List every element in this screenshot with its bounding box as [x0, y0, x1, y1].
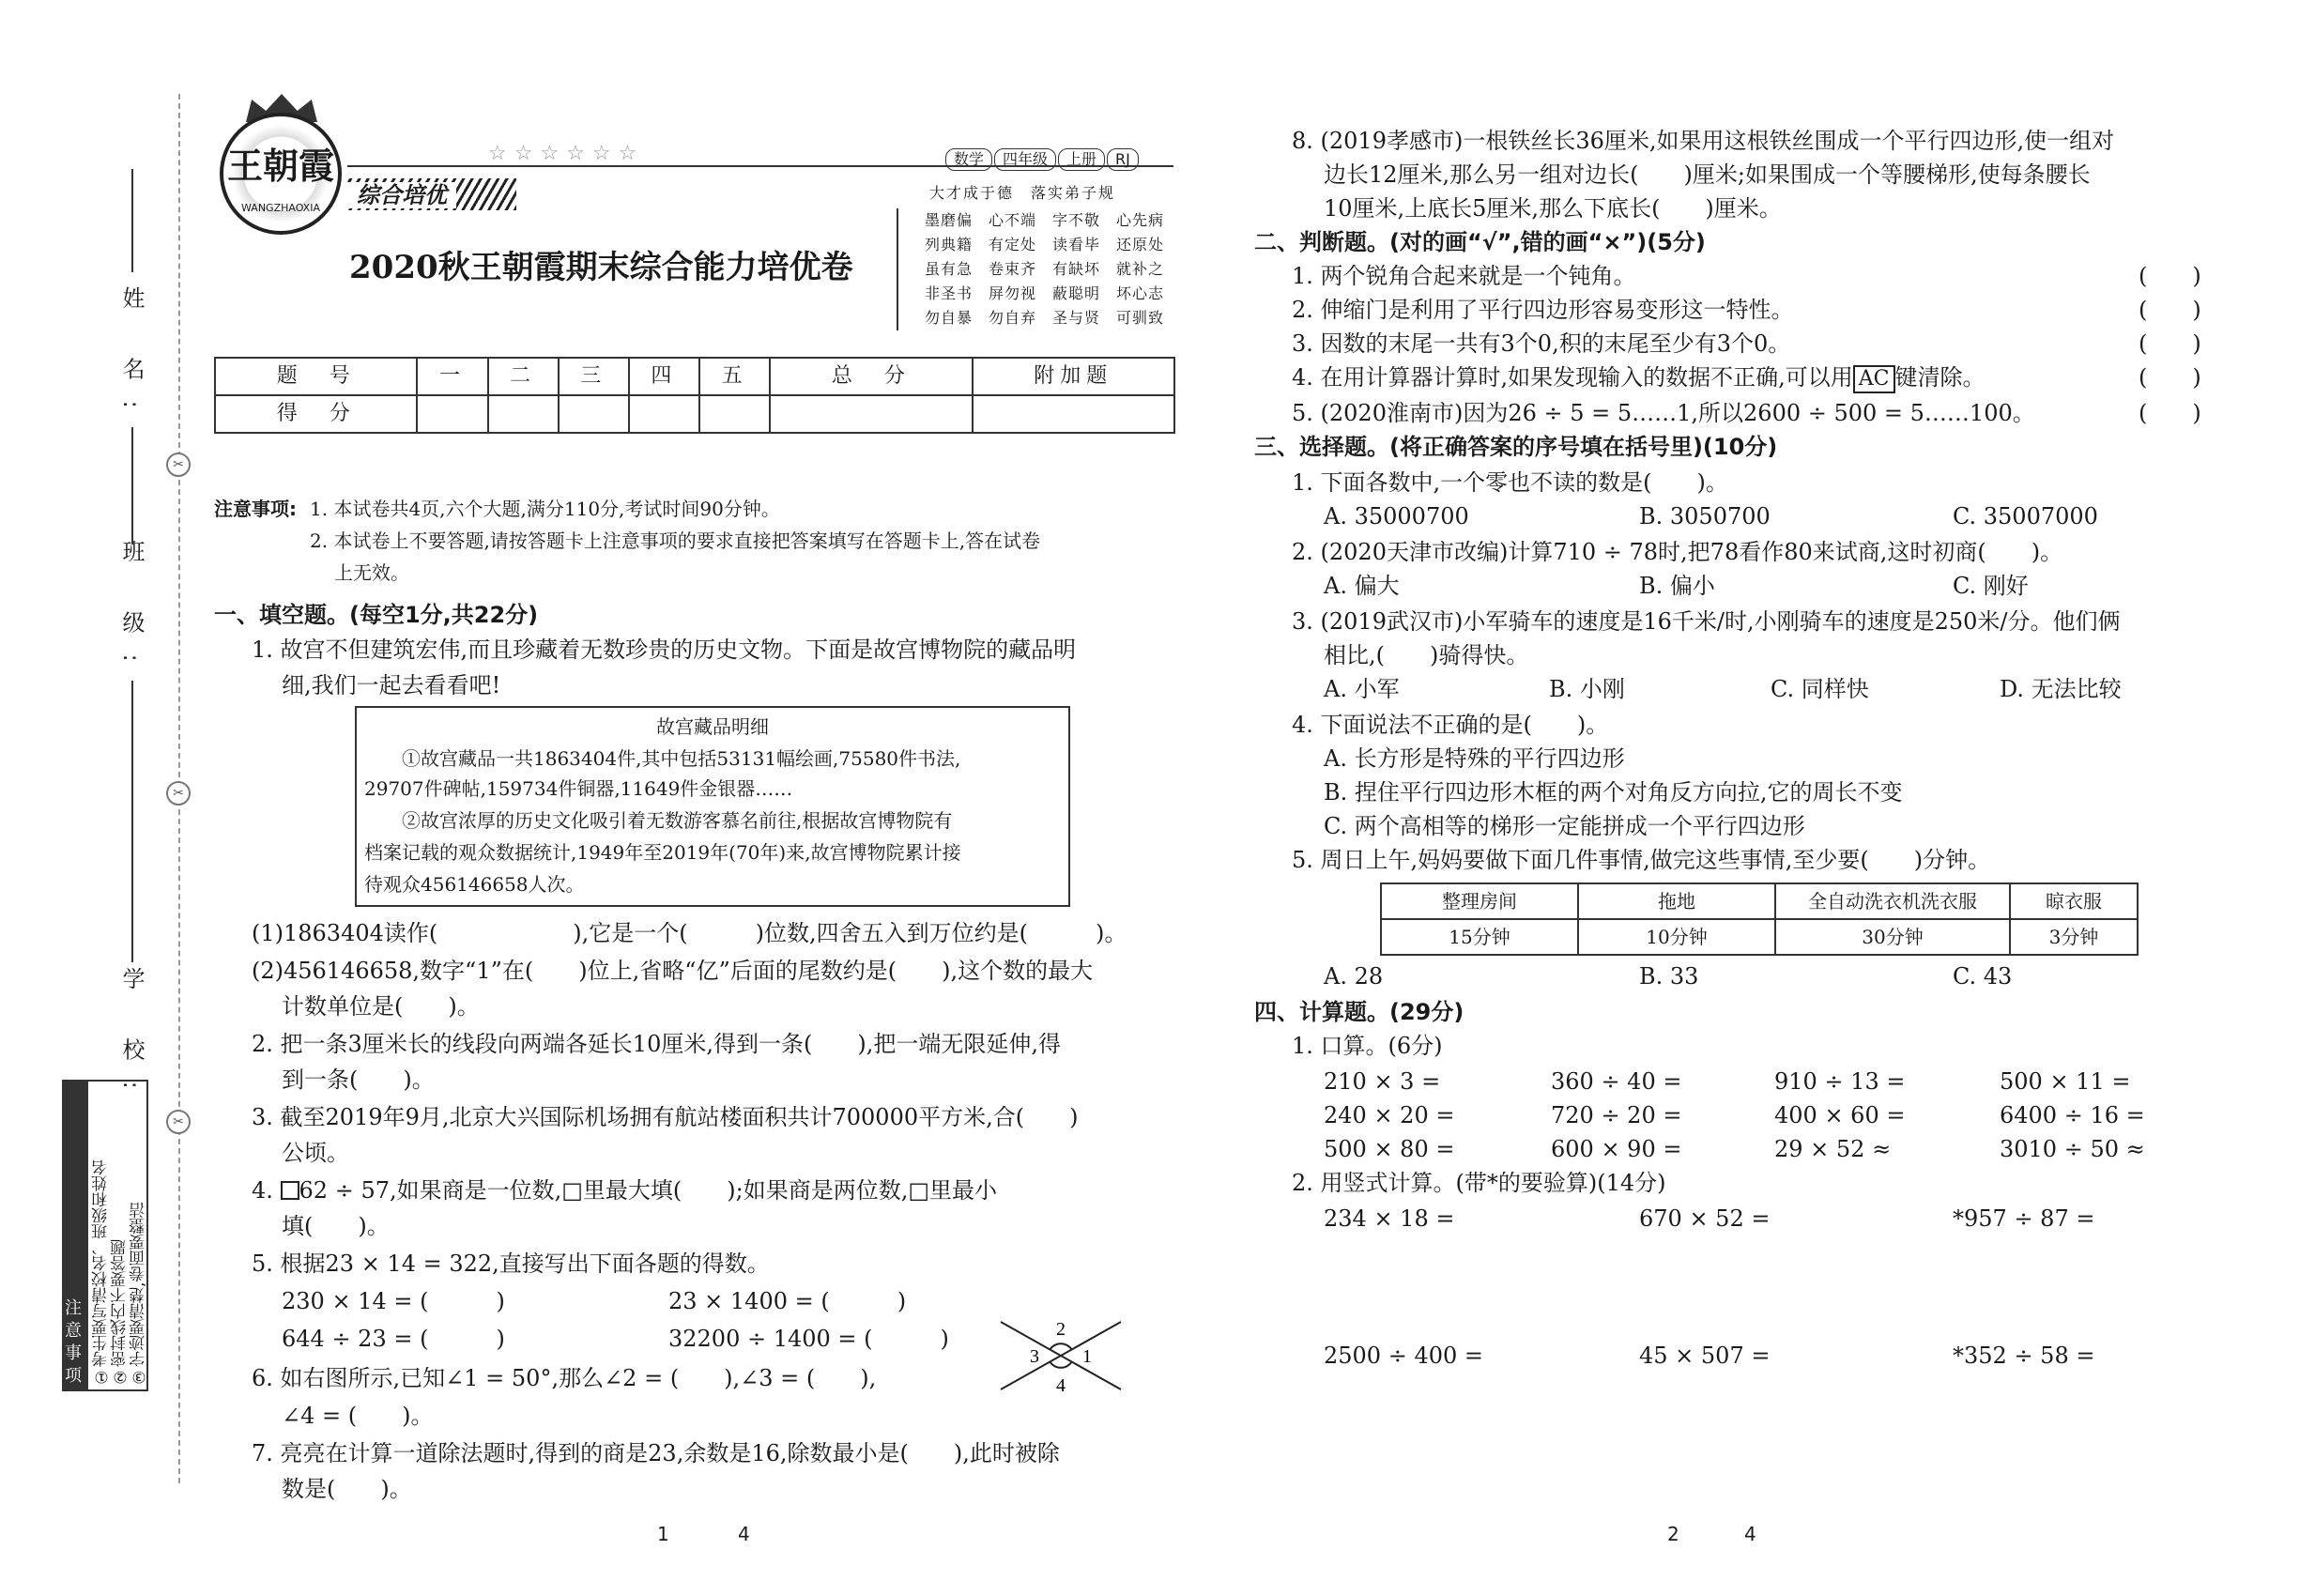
- score-table: 题 号 一 二 三 四 五 总 分 附加题 得 分: [214, 357, 1175, 434]
- question-text: 1. 口算。(6分): [1292, 1033, 1443, 1059]
- judge-item: 2. 伸缩门是利用了平行四边形容易变形这一特性。: [1292, 297, 1794, 323]
- option: A. 长方形是特殊的平行四边形: [1324, 745, 1625, 772]
- oral-item: 600 × 90 =: [1551, 1136, 1682, 1162]
- judge-item: 4. 在用计算器计算时,如果发现输入的数据不正确,可以用 AC 键清除。: [1292, 361, 1986, 394]
- angle-label: 4: [1056, 1375, 1066, 1396]
- answer-item: 230 × 14 = ( ): [282, 1288, 505, 1314]
- answer-paren[interactable]: ( ): [2139, 263, 2201, 289]
- page-number: 1: [657, 1523, 669, 1545]
- banner: 综合培优: [347, 178, 516, 210]
- side-notice: [62, 1080, 148, 1391]
- score-cell[interactable]: [629, 395, 699, 433]
- notes-item: 上无效。: [334, 561, 409, 584]
- oral-item: 29 × 52 ≈: [1774, 1136, 1892, 1162]
- option: A. 偏大: [1324, 573, 1400, 599]
- notes-item: 1. 本试卷共4页,六个大题,满分110分,考试时间90分钟。: [310, 498, 780, 520]
- brand-logo: 王朝霞 WANGZHAOXIA: [220, 113, 342, 235]
- class-blank[interactable]: [131, 427, 133, 545]
- vertical-item: 234 × 18 =: [1324, 1205, 1455, 1232]
- answer-item: 644 ÷ 23 = ( ): [282, 1326, 505, 1352]
- question-text: ∠4 = ( )。: [282, 1403, 434, 1429]
- option: B. 33: [1639, 963, 1699, 990]
- angle-arc: [1050, 1343, 1072, 1350]
- question-text: 数是( )。: [282, 1476, 412, 1502]
- scissor-icon: ✂: [166, 781, 191, 806]
- collection-box-line: ①故宫藏品一共1863404件,其中包括53131幅绘画,75580件书法,: [402, 747, 961, 770]
- angle-figure: [995, 1312, 1127, 1401]
- question-text: 2. 把一条3厘米长的线段向两端各延长10厘米,得到一条( ),把一端无限延伸,得: [252, 1031, 1061, 1057]
- oral-item: 500 × 80 =: [1324, 1136, 1455, 1162]
- oral-item: 720 ÷ 20 =: [1551, 1102, 1682, 1128]
- chores-table: 整理房间 拖地 全自动洗衣机洗衣服 晾衣服 15分钟 10分钟 30分钟 3分钟: [1380, 882, 2139, 956]
- option: D. 无法比较: [2000, 676, 2122, 702]
- question-text: 5. 周日上午,妈妈要做下面几件事情,做完这些事情,至少要( )分钟。: [1292, 847, 1991, 873]
- option: B. 小刚: [1549, 676, 1625, 702]
- option: B. 3050700: [1639, 503, 1771, 529]
- question-text: 3. 截至2019年9月,北京大兴国际机场拥有航站楼面积共计700000平方米,合( ): [252, 1104, 1079, 1130]
- option: C. 刚好: [1953, 573, 2029, 599]
- page-total: 4: [738, 1523, 750, 1545]
- judge-item: 3. 因数的末尾一共有3个0,积的末尾至少有3个0。: [1292, 330, 1791, 357]
- answer-item: 32200 ÷ 1400 = ( ): [668, 1326, 949, 1352]
- score-cell[interactable]: [973, 395, 1174, 433]
- section-heading: 三、选择题。(将正确答案的序号填在括号里)(10分): [1254, 434, 1778, 460]
- collection-box-line: ②故宫浓厚的历史文化吸引着无数游客慕名前往,根据故宫博物院有: [402, 809, 953, 832]
- blank-square-icon: [281, 1181, 299, 1200]
- collection-box-line: 29707件碑帖,159734件铜器,11649件金银器……: [364, 777, 793, 800]
- collection-box-title: 故宫藏品明细: [656, 715, 769, 738]
- question-text: 5. 根据23 × 14 = 322,直接写出下面各题的得数。: [252, 1251, 770, 1277]
- answer-paren[interactable]: ( ): [2139, 297, 2201, 323]
- page-title: 2020秋王朝霞期末综合能力培优卷: [349, 249, 853, 286]
- side-notice-lines: ①考生要写清校名、班级和姓名 ②密封线内不要答题 ③字迹要清楚,卷面要整洁: [92, 1159, 148, 1386]
- option: A. 28: [1324, 963, 1384, 990]
- oral-item: 240 × 20 =: [1324, 1102, 1455, 1128]
- option: C. 35007000: [1953, 503, 2098, 529]
- question-text: 6. 如右图所示,已知∠1 = 50°,那么∠2 = ( ),∠3 = ( ),: [252, 1365, 877, 1391]
- collection-box-line: 档案记载的观众数据统计,1949年至2019年(70年)来,故宫博物院累计接: [364, 841, 961, 864]
- page-total: 4: [1744, 1523, 1756, 1545]
- question-text: (2)456146658,数字“1”在( )位上,省略“亿”后面的尾数约是( ),这个数的最大: [252, 958, 1094, 984]
- score-cell[interactable]: [770, 395, 972, 433]
- score-cell[interactable]: [488, 395, 559, 433]
- name-label: 姓 名:: [118, 286, 145, 429]
- oral-item: 6400 ÷ 16 =: [2000, 1102, 2145, 1128]
- angle-label: 2: [1056, 1319, 1066, 1340]
- answer-item: 23 × 1400 = ( ): [668, 1288, 907, 1314]
- question-text: 细,我们一起去看看吧!: [282, 672, 501, 698]
- score-cell[interactable]: [699, 395, 770, 433]
- stars-rating: ☆☆☆☆☆☆: [488, 142, 645, 165]
- score-cell[interactable]: [559, 395, 629, 433]
- question-text: 填( )。: [282, 1213, 390, 1239]
- motto: 大才成于德 落实弟子规: [929, 184, 1116, 202]
- answer-paren[interactable]: ( ): [2139, 400, 2201, 426]
- question-text: 计数单位是( )。: [282, 993, 480, 1020]
- notes-item: 2. 本试卷上不要答题,请按答题卡上注意事项的要求直接把答案填写在答题卡上,答在试卷: [310, 529, 1041, 552]
- question-text: 2. 用竖式计算。(带*的要验算)(14分): [1292, 1170, 1666, 1196]
- scissor-icon: ✂: [166, 1110, 191, 1134]
- oral-item: 3010 ÷ 50 ≈: [2000, 1136, 2145, 1162]
- vertical-item: 45 × 507 =: [1639, 1343, 1771, 1369]
- question-text: 4. 62 ÷ 57,如果商是一位数,□里最大填( );如果商是两位数,□里最小: [252, 1177, 998, 1204]
- option: C. 同样快: [1771, 676, 1869, 702]
- page-number: 2: [1667, 1523, 1679, 1545]
- ac-key-icon: AC: [1853, 365, 1895, 393]
- question-text: 4. 下面说法不正确的是( )。: [1292, 712, 1609, 738]
- school-blank[interactable]: [131, 681, 133, 962]
- oral-item: 400 × 60 =: [1774, 1102, 1906, 1128]
- binding-strip: [0, 0, 188, 1596]
- vertical-item: 670 × 52 =: [1639, 1205, 1771, 1232]
- subject-tags: 数学 四年级 上册 RJ: [943, 143, 1139, 176]
- option: B. 偏小: [1639, 573, 1715, 599]
- option: C. 两个高相等的梯形一定能拼成一个平行四边形: [1324, 813, 1805, 839]
- vertical-item: *957 ÷ 87 =: [1953, 1205, 2095, 1232]
- judge-item: 5. (2020淮南市)因为26 ÷ 5 = 5……1,所以2600 ÷ 500 = 5……100。: [1292, 400, 2035, 426]
- question-text: 相比,( )骑得快。: [1324, 642, 1529, 668]
- vertical-item: 2500 ÷ 400 =: [1324, 1343, 1483, 1369]
- question-text: 10厘米,上底长5厘米,那么下底长( )厘米。: [1324, 195, 1782, 222]
- section-heading: 四、计算题。(29分): [1254, 999, 1464, 1025]
- question-text: 公顷。: [282, 1140, 349, 1166]
- question-text: 边长12厘米,那么另一组对边长( )厘米;如果围成一个等腰梯形,使每条腰长: [1324, 161, 2091, 188]
- vertical-item: *352 ÷ 58 =: [1953, 1343, 2095, 1369]
- answer-paren[interactable]: ( ): [2139, 364, 2201, 391]
- question-text: 1. 故宫不但建筑宏伟,而且珍藏着无数珍贵的历史文物。下面是故宫博物院的藏品明: [252, 637, 1077, 663]
- oral-item: 360 ÷ 40 =: [1551, 1068, 1682, 1095]
- option: A. 小军: [1324, 676, 1400, 702]
- name-blank[interactable]: [131, 169, 133, 272]
- oral-item: 500 × 11 =: [2000, 1068, 2131, 1095]
- scissor-icon: ✂: [166, 453, 191, 477]
- section-heading: 一、填空题。(每空1分,共22分): [214, 602, 539, 628]
- section-heading: 二、判断题。(对的画“√”,错的画“×”)(5分): [1254, 229, 1706, 255]
- oral-item: 210 × 3 =: [1324, 1068, 1441, 1095]
- question-text: 7. 亮亮在计算一道除法题时,得到的商是23,余数是16,除数最小是( ),此时被除: [252, 1440, 1060, 1466]
- side-notice-tag: 注意事项: [64, 1082, 88, 1389]
- angle-label: 3: [1030, 1346, 1039, 1367]
- oral-item: 910 ÷ 13 =: [1774, 1068, 1906, 1095]
- angle-label: 1: [1082, 1346, 1092, 1367]
- notes-label: 注意事项:: [214, 498, 297, 520]
- option: A. 35000700: [1324, 503, 1469, 529]
- score-cell[interactable]: [417, 395, 487, 433]
- option: C. 43: [1953, 963, 2013, 990]
- collection-box-line: 待观众456146658人次。: [364, 873, 585, 896]
- question-text: 2. (2020天津市改编)计算710 ÷ 78时,把78看作80来试商,这时初商( )。: [1292, 539, 2063, 565]
- judge-item: 1. 两个锐角合起来就是一个钝角。: [1292, 263, 1636, 289]
- school-label: 学 校:: [118, 967, 145, 1110]
- discipline-poem: 墨磨偏 心不端 字不敬 心先病 列典籍 有定处 读看毕 还原处 虽有急 卷束齐 有缺坏 就补之 非圣书 屏勿视 蔽聪明 坏心志 勿自暴 勿自弃 圣与贤 可驯致: [897, 208, 1164, 330]
- answer-paren[interactable]: ( ): [2139, 330, 2201, 357]
- question-text: 到一条( )。: [282, 1067, 435, 1093]
- question-text: (1)1863404读作( ),它是一个( )位数,四舍五入到万位约是( )。: [252, 920, 1127, 946]
- option: B. 捏住平行四边形木框的两个对角反方向拉,它的周长不变: [1324, 779, 1903, 806]
- question-text: 8. (2019孝感市)一根铁丝长36厘米,如果用这根铁丝围成一个平行四边形,使一组对: [1292, 128, 2115, 154]
- angle-arc: [1050, 1361, 1072, 1368]
- question-text: 1. 下面各数中,一个零也不读的数是( )。: [1292, 469, 1728, 496]
- class-label: 班 级:: [118, 540, 145, 683]
- question-text: 3. (2019武汉市)小军骑车的速度是16千米/时,小刚骑车的速度是250米/分。他们俩: [1292, 608, 2121, 635]
